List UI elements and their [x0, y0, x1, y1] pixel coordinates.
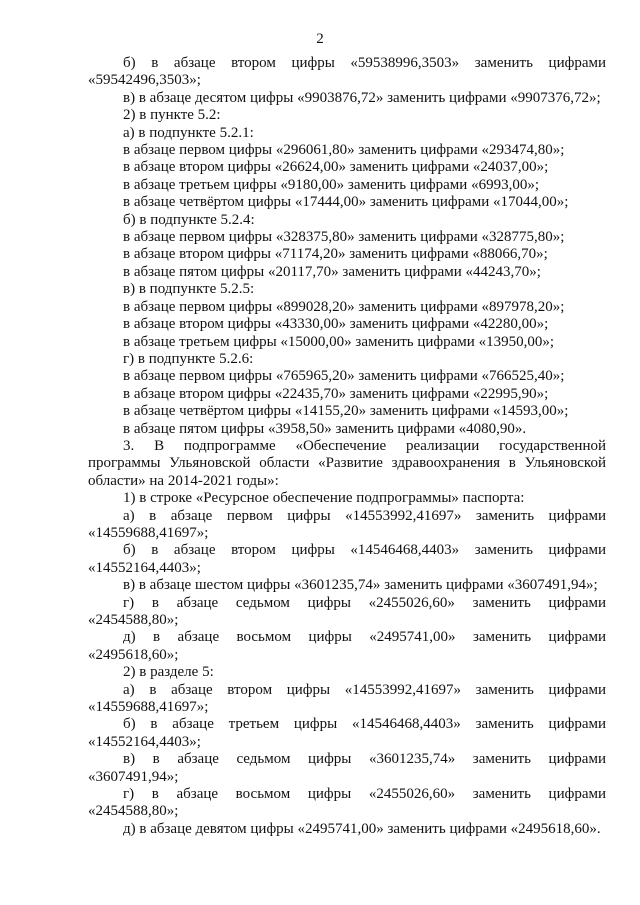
page-number: 2	[316, 31, 324, 47]
text-line: в абзаце третьем цифры «9180,00» заменить цифрами «6993,00»;	[123, 176, 539, 193]
text-line: г) в абзаце седьмом цифры «2455026,60» заменить цифрами	[123, 594, 606, 611]
text-line: в абзаце втором цифры «71174,20» заменить цифрами «88066,70»;	[123, 246, 548, 263]
text-line: 3. В подпрограмме «Обеспечение реализации государственной	[123, 437, 606, 454]
text-line: а) в абзаце первом цифры «14553992,41697» заменить цифрами	[123, 507, 606, 524]
text-line: «14552164,4403»;	[88, 733, 201, 750]
text-line: «14559688,41697»;	[88, 524, 209, 541]
text-line: в абзаце первом цифры «765965,20» заменить цифрами «766525,40»;	[123, 368, 565, 385]
text-line: г) в подпункте 5.2.6:	[123, 350, 254, 367]
document-body	[88, 55, 606, 838]
text-line: д) в абзаце девятом цифры «2495741,00» заменить цифрами «2495618,60».	[123, 820, 601, 837]
text-line: в абзаце втором цифры «22435,70» заменить цифрами «22995,90»;	[123, 385, 549, 402]
text-line: «14559688,41697»;	[88, 699, 209, 716]
text-line: «14552164,4403»;	[88, 559, 201, 576]
text-line: в абзаце четвёртом цифры «17444,00» заменить цифрами «17044,00»;	[123, 194, 569, 211]
text-line: в абзаце первом цифры «296061,80» заменить цифрами «293474,80»;	[123, 142, 565, 159]
text-line: б) в абзаце третьем цифры «14546468,4403» заменить цифрами	[123, 716, 606, 733]
text-line: 1) в строке «Ресурсное обеспечение подпрограммы» паспорта:	[123, 490, 525, 507]
text-line: а) в подпункте 5.2.1:	[123, 124, 254, 141]
text-line: б) в абзаце втором цифры «59538996,3503» заменить цифрами	[123, 55, 606, 71]
text-line: области» на 2014-2021 годы»:	[88, 472, 279, 489]
text-line: «3607491,94»;	[88, 768, 179, 785]
text-line: в абзаце первом цифры «899028,20» заменить цифрами «897978,20»;	[123, 298, 565, 315]
text-line: в) в абзаце седьмом цифры «3601235,74» заменить цифрами	[123, 751, 606, 768]
text-line: программы Ульяновской области «Развитие здравоохранения в Ульяновской	[88, 455, 606, 472]
text-line: 2) в пункте 5.2:	[123, 107, 221, 124]
text-line: в абзаце втором цифры «26624,00» заменить цифрами «24037,00»;	[123, 159, 549, 176]
text-line: «2495618,60»;	[88, 646, 179, 663]
text-line: д) в абзаце восьмом цифры «2495741,00» заменить цифрами	[123, 629, 606, 646]
text-line: в абзаце первом цифры «328375,80» заменить цифрами «328775,80»;	[123, 229, 565, 246]
text-line: в) в абзаце шестом цифры «3601235,74» заменить цифрами «3607491,94»;	[123, 577, 598, 594]
text-line: г) в абзаце восьмом цифры «2455026,60» заменить цифрами	[123, 786, 606, 803]
text-line: в абзаце четвёртом цифры «14155,20» заменить цифрами «14593,00»;	[123, 403, 569, 420]
text-line: «2454588,80»;	[88, 803, 179, 820]
text-line: «2454588,80»;	[88, 612, 179, 628]
text-line: б) в подпункте 5.2.4:	[123, 211, 255, 228]
text-line: в) в абзаце десятом цифры «9903876,72» заменить цифрами «9907376,72»;	[123, 89, 601, 106]
text-line: в абзаце пятом цифры «20117,70» заменить цифрами «44243,70»;	[123, 263, 541, 280]
text-line: «59542496,3503»;	[88, 72, 201, 89]
text-line: в абзаце третьем цифры «15000,00» заменить цифрами «13950,00»;	[123, 333, 554, 350]
text-line: 2) в разделе 5:	[123, 664, 214, 681]
text-line: в абзаце втором цифры «43330,00» заменить цифрами «42280,00»;	[123, 316, 549, 333]
text-line: а) в абзаце втором цифры «14553992,41697» заменить цифрами	[123, 681, 606, 698]
text-line: в абзаце пятом цифры «3958,50» заменить цифрами «4080,90».	[123, 420, 527, 437]
text-line: в) в подпункте 5.2.5:	[123, 281, 255, 298]
text-line: б) в абзаце втором цифры «14546468,4403» заменить цифрами	[123, 542, 606, 559]
